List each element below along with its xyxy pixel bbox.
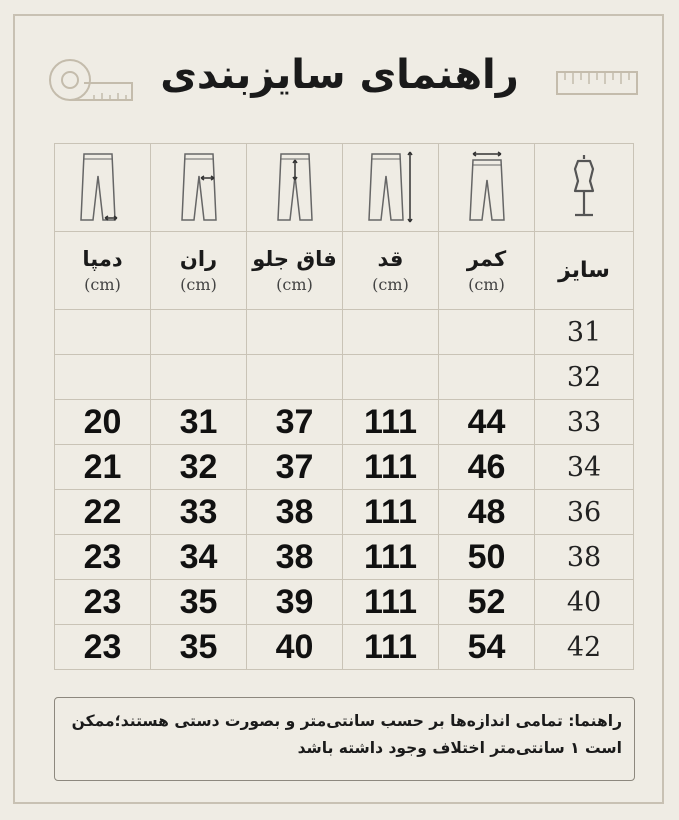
thigh-cell: 34 (151, 535, 247, 580)
icon-row (55, 144, 634, 232)
hem-cell (55, 310, 151, 355)
length-cell (343, 355, 439, 400)
length-cell: 111 (343, 400, 439, 445)
hem-cell: 23 (55, 580, 151, 625)
length-cell (343, 310, 439, 355)
thigh-cell: 32 (151, 445, 247, 490)
length-icon-cell (343, 144, 439, 232)
size-cell: 42 (535, 625, 634, 670)
length-cell: 111 (343, 580, 439, 625)
length-header: قد (cm) (343, 232, 439, 310)
ruler-icon (556, 71, 638, 95)
thigh-cell: 35 (151, 580, 247, 625)
waist-cell: 50 (439, 535, 535, 580)
table-row (55, 445, 634, 490)
hem-cell: 23 (55, 625, 151, 670)
length-cell: 111 (343, 625, 439, 670)
size-cell: 33 (535, 400, 634, 445)
size-header: سایز (535, 232, 634, 310)
header-row (55, 232, 634, 310)
hem-cell (55, 355, 151, 400)
table-row (55, 580, 634, 625)
table-row (55, 625, 634, 670)
waist-cell (439, 355, 535, 400)
pants-length-icon (366, 146, 416, 226)
rise-icon-cell (247, 144, 343, 232)
mannequin-icon (564, 151, 604, 221)
rise-cell: 37 (247, 445, 343, 490)
rise-cell: 38 (247, 490, 343, 535)
rise-cell: 38 (247, 535, 343, 580)
rise-cell (247, 355, 343, 400)
waist-cell: 54 (439, 625, 535, 670)
thigh-cell: 33 (151, 490, 247, 535)
waist-cell (439, 310, 535, 355)
waist-cell: 44 (439, 400, 535, 445)
pants-hem-icon (78, 146, 128, 226)
thigh-icon-cell (151, 144, 247, 232)
size-cell: 34 (535, 445, 634, 490)
thigh-cell (151, 310, 247, 355)
pants-rise-icon (273, 146, 317, 226)
waist-cell: 52 (439, 580, 535, 625)
rise-cell: 39 (247, 580, 343, 625)
size-cell: 31 (535, 310, 634, 355)
waist-header: کمر (cm) (439, 232, 535, 310)
hem-header: دمپا (cm) (55, 232, 151, 310)
waist-cell: 46 (439, 445, 535, 490)
rise-cell (247, 310, 343, 355)
table-row (55, 490, 634, 535)
size-cell: 40 (535, 580, 634, 625)
size-table (54, 143, 634, 670)
size-cell: 36 (535, 490, 634, 535)
hem-cell: 22 (55, 490, 151, 535)
page-title: راهنمای سایزبندی (160, 52, 519, 98)
table-row (55, 310, 634, 355)
thigh-header: ران (cm) (151, 232, 247, 310)
hem-cell: 23 (55, 535, 151, 580)
length-cell: 111 (343, 445, 439, 490)
waist-cell: 48 (439, 490, 535, 535)
table-row (55, 355, 634, 400)
thigh-cell: 35 (151, 625, 247, 670)
table-row (55, 400, 634, 445)
hem-cell: 21 (55, 445, 151, 490)
size-icon-cell (535, 144, 634, 232)
length-cell: 111 (343, 535, 439, 580)
guide-note: راهنما: تمامی اندازه‌ها بر حسب سانتی‌متر و بصورت دستی هستند؛ممکن است ۱ سانتی‌متر اختلاف وجود داشته باشد (54, 697, 635, 781)
rise-cell: 37 (247, 400, 343, 445)
size-cell: 32 (535, 355, 634, 400)
size-cell: 38 (535, 535, 634, 580)
length-cell: 111 (343, 490, 439, 535)
table-row (55, 535, 634, 580)
hem-icon-cell (55, 144, 151, 232)
thigh-cell: 31 (151, 400, 247, 445)
thigh-cell (151, 355, 247, 400)
pants-thigh-icon (177, 146, 221, 226)
pants-waist-icon (465, 146, 509, 226)
hem-cell: 20 (55, 400, 151, 445)
rise-header: فاق جلو (cm) (247, 232, 343, 310)
rise-cell: 40 (247, 625, 343, 670)
waist-icon-cell (439, 144, 535, 232)
